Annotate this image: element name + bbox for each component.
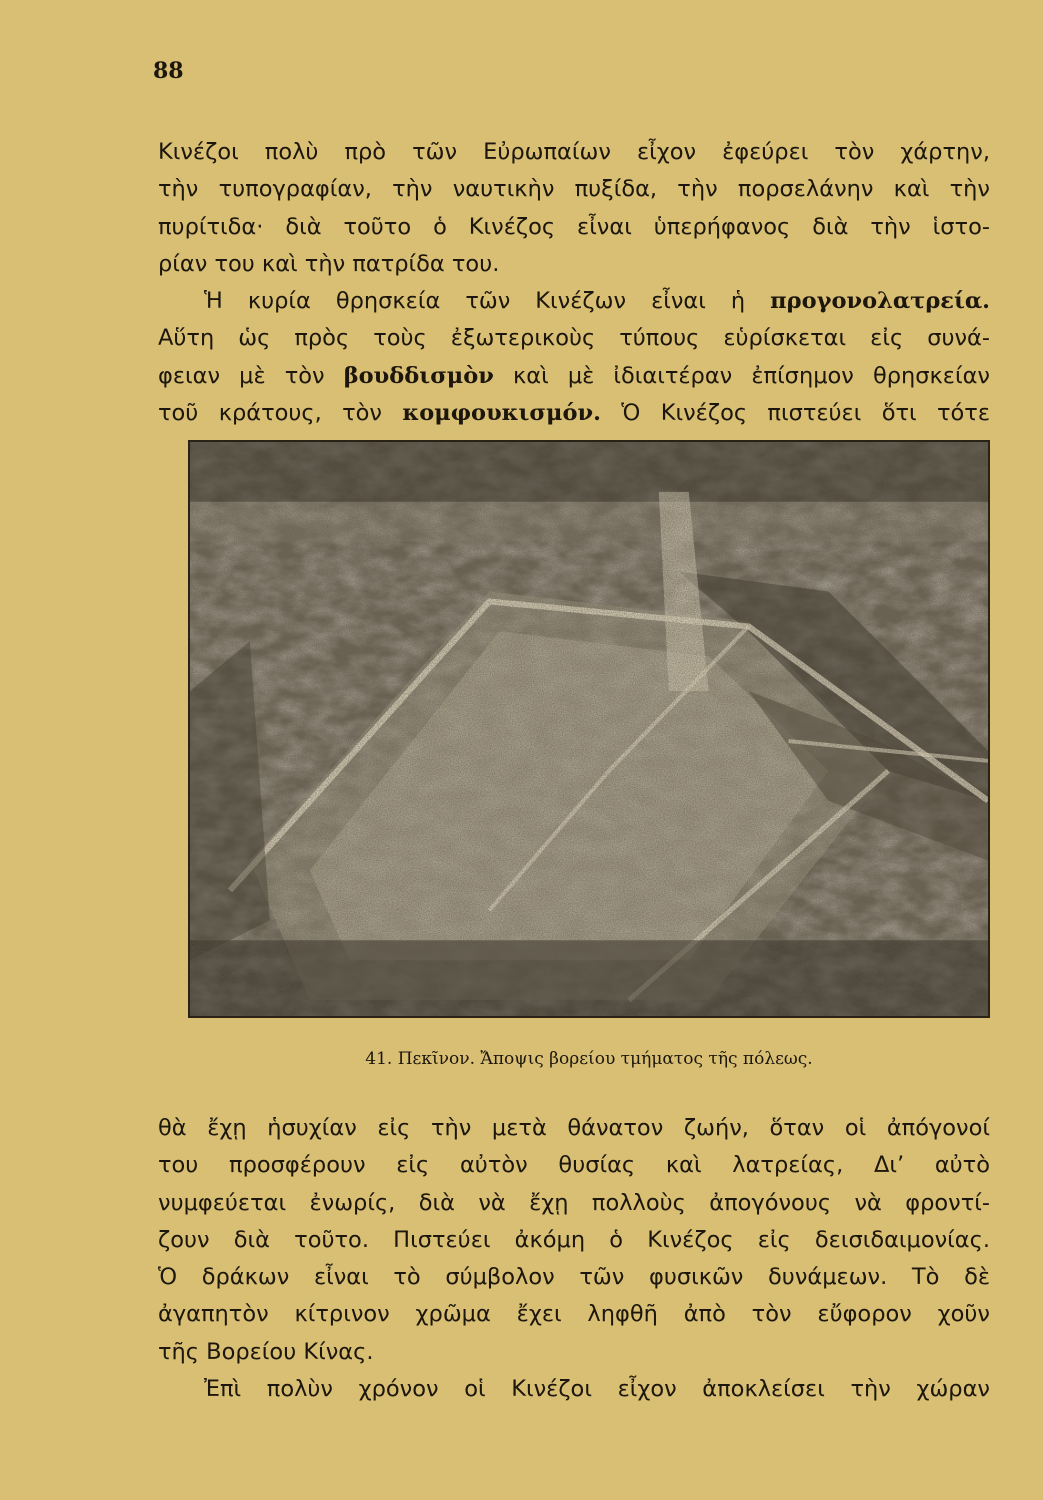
text-line: Ὁ δράκων εἶναι τὸ σύμβολον τῶν φυσικῶν δυνάμεων. Τὸ δὲ <box>158 1264 990 1291</box>
text-line: τῆς Βορείου Κίνας. <box>158 1338 374 1365</box>
text-line: θὰ ἔχῃ ἡσυχίαν εἰς τὴν μετὰ θάνατον ζωήν, ὅταν οἱ ἀπόγονοί <box>158 1115 990 1141</box>
text-line: του προσφέρουν εἰς αὐτὸν θυσίας καὶ λατρείας, Δι’ αὐτὸ <box>158 1152 990 1179</box>
text-line: πυρίτιδα· διὰ τοῦτο ὁ Κινέζος εἶναι ὑπερήφανος διὰ τὴν ἱστο- <box>158 213 990 240</box>
text-line: Κινέζοι πολὺ πρὸ τῶν Εὐρωπαίων εἶχον ἐφεύρει τὸν χάρτην, <box>158 139 990 165</box>
text-line <box>158 283 990 320</box>
text-line: νυμφεύεται ἐνωρίς, διὰ νὰ ἔχῃ πολλοὺς ἀπογόνους νὰ φροντί- <box>158 1189 990 1216</box>
text-line: Αὕτη ὡς πρὸς τοὺς ἐξωτερικοὺς τύπους εὑρίσκεται εἰς συνά- <box>158 325 990 352</box>
text-line: ζουν διὰ τοῦτο. Πιστεύει ἀκόμη ὁ Κινέζος εἰς δεισιδαιμονίας. <box>158 1226 990 1253</box>
text-line: ἀγαπητὸν κίτρινον χρῶμα ἔχει ληφθῆ ἀπὸ τὸν εὔφορον χοῦν <box>158 1301 990 1328</box>
aerial-photo-illustration <box>190 442 988 1016</box>
text-line: τὴν τυπογραφίαν, τὴν ναυτικὴν πυξίδα, τὴν πορσελάνην καὶ τὴν <box>158 176 990 203</box>
text-run: Ἡ κυρία θρησκεία τῶν Κινέζων εἶναι ἡ <box>204 288 771 314</box>
text-line <box>158 395 990 432</box>
emphasis-buddhism: βουδδισμὸν <box>343 362 494 389</box>
text-run: καὶ μὲ ἰδιαιτέραν ἐπίσημον θρησκείαν <box>493 362 990 389</box>
figure-caption: 41. Πεκῖνον. Ἄποψις βορείου τμήματος τῆς πόλεως. <box>365 1049 813 1069</box>
emphasis-confucianism: κομφουκισμόν. <box>402 399 601 426</box>
text-line: ρίαν του καὶ τὴν πατρίδα του. <box>158 250 500 277</box>
figure-peking-aerial-photo <box>188 440 990 1018</box>
paragraph-religion <box>158 283 990 432</box>
text-run: Ὁ Κινέζος πιστεύει ὅτι τότε <box>600 399 990 426</box>
text-line: Ἐπὶ πολὺν χρόνον οἱ Κινέζοι εἶχον ἀποκλείσει τὴν χώραν <box>204 1376 990 1402</box>
paragraph-afterlife <box>158 1110 990 1371</box>
text-line <box>158 358 990 395</box>
page-number: 88 <box>153 58 184 84</box>
text-run: φειαν μὲ τὸν <box>158 362 344 389</box>
paragraph-isolation <box>158 1371 990 1408</box>
paragraph-inventions <box>158 134 990 283</box>
emphasis-ancestor-worship: προγονολατρεία. <box>770 288 990 314</box>
text-run: τοῦ κράτους, τὸν <box>158 399 403 426</box>
